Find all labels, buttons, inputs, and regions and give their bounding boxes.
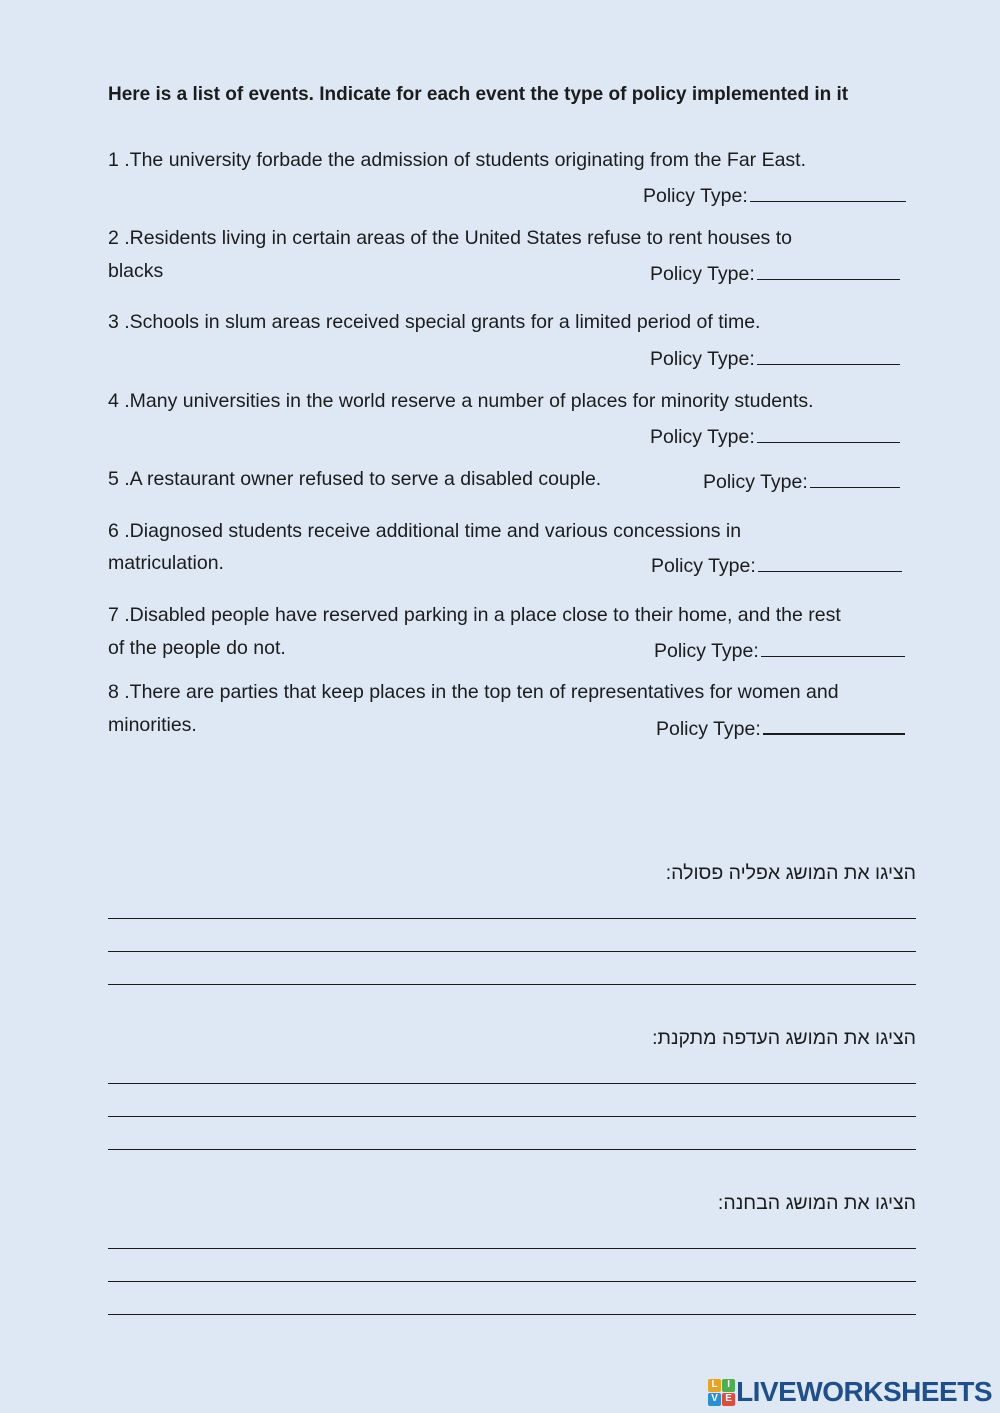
logo-icon-tile: E bbox=[722, 1393, 735, 1406]
item-4-policy bbox=[650, 423, 900, 449]
item-5-policy bbox=[703, 468, 900, 494]
answer-line[interactable] bbox=[108, 1116, 916, 1117]
answer-line[interactable] bbox=[108, 918, 916, 919]
answer-line[interactable] bbox=[108, 951, 916, 952]
policy-type-label: Policy Type: bbox=[650, 263, 755, 285]
item-3-answer-blank[interactable] bbox=[757, 345, 900, 365]
policy-type-label: Policy Type: bbox=[703, 471, 808, 493]
item-6-text-cont: matriculation. bbox=[108, 552, 224, 574]
answer-line[interactable] bbox=[108, 984, 916, 985]
item-8-policy bbox=[656, 714, 905, 741]
item-4-answer-blank[interactable] bbox=[757, 423, 900, 443]
item-1-answer-blank[interactable] bbox=[750, 182, 906, 202]
worksheet-title: Here is a list of events. Indicate for each event the type of policy implemented in it bbox=[108, 84, 849, 105]
item-2-text-cont: blacks bbox=[108, 260, 164, 282]
item-6-answer-blank[interactable] bbox=[758, 552, 902, 572]
answer-line[interactable] bbox=[108, 1281, 916, 1282]
answer-line[interactable] bbox=[108, 1083, 916, 1084]
item-7-text-cont: of the people do not. bbox=[108, 637, 286, 659]
item-7-answer-blank[interactable] bbox=[761, 637, 905, 657]
policy-type-label: Policy Type: bbox=[643, 185, 748, 207]
hebrew-prompt-1: הציגו את המושג אפליה פסולה: bbox=[665, 862, 916, 884]
item-5-text: 5 .A restaurant owner refused to serve a disabled couple. bbox=[108, 468, 602, 490]
item-8-text-cont: minorities. bbox=[108, 714, 197, 736]
item-7-policy bbox=[654, 637, 905, 663]
item-8-answer-blank[interactable] bbox=[763, 714, 905, 735]
liveworksheets-logo bbox=[708, 1376, 992, 1408]
hebrew-prompt-3: הציגו את המושג הבחנה: bbox=[717, 1192, 916, 1214]
hebrew-prompt-2: הציגו את המושג העדפה מתקנת: bbox=[652, 1027, 916, 1049]
item-2-text: 2 .Residents living in certain areas of the United States refuse to rent houses to bbox=[108, 227, 792, 249]
item-3-text: 3 .Schools in slum areas received special grants for a limited period of time. bbox=[108, 311, 761, 333]
item-2-policy bbox=[650, 260, 900, 286]
logo-icon-tile: V bbox=[708, 1393, 721, 1406]
answer-line[interactable] bbox=[108, 1149, 916, 1150]
item-1-text: 1 .The university forbade the admission of students originating from the Far East. bbox=[108, 149, 807, 171]
policy-type-label: Policy Type: bbox=[650, 348, 755, 370]
item-4-text: 4 .Many universities in the world reserve a number of places for minority students. bbox=[108, 390, 814, 412]
item-3-policy bbox=[650, 345, 900, 371]
answer-line[interactable] bbox=[108, 1314, 916, 1315]
policy-type-label: Policy Type: bbox=[651, 555, 756, 577]
liveworksheets-logo-text: LIVEWORKSHEETS bbox=[736, 1376, 992, 1407]
item-6-policy bbox=[651, 552, 902, 578]
answer-line[interactable] bbox=[108, 1248, 916, 1249]
item-1-policy bbox=[643, 182, 906, 208]
policy-type-label: Policy Type: bbox=[656, 718, 761, 740]
item-7-text: 7 .Disabled people have reserved parking in a place close to their home, and the rest bbox=[108, 604, 841, 626]
logo-icon-tile: I bbox=[722, 1379, 735, 1392]
item-2-answer-blank[interactable] bbox=[757, 260, 900, 280]
item-5-answer-blank[interactable] bbox=[810, 468, 900, 488]
logo-icon-tile: L bbox=[708, 1379, 721, 1392]
policy-type-label: Policy Type: bbox=[650, 426, 755, 448]
policy-type-label: Policy Type: bbox=[654, 640, 759, 662]
item-6-text: 6 .Diagnosed students receive additional time and various concessions in bbox=[108, 520, 742, 542]
item-8-text: 8 .There are parties that keep places in the top ten of representatives for women and bbox=[108, 681, 839, 703]
liveworksheets-logo-icon bbox=[708, 1379, 734, 1405]
